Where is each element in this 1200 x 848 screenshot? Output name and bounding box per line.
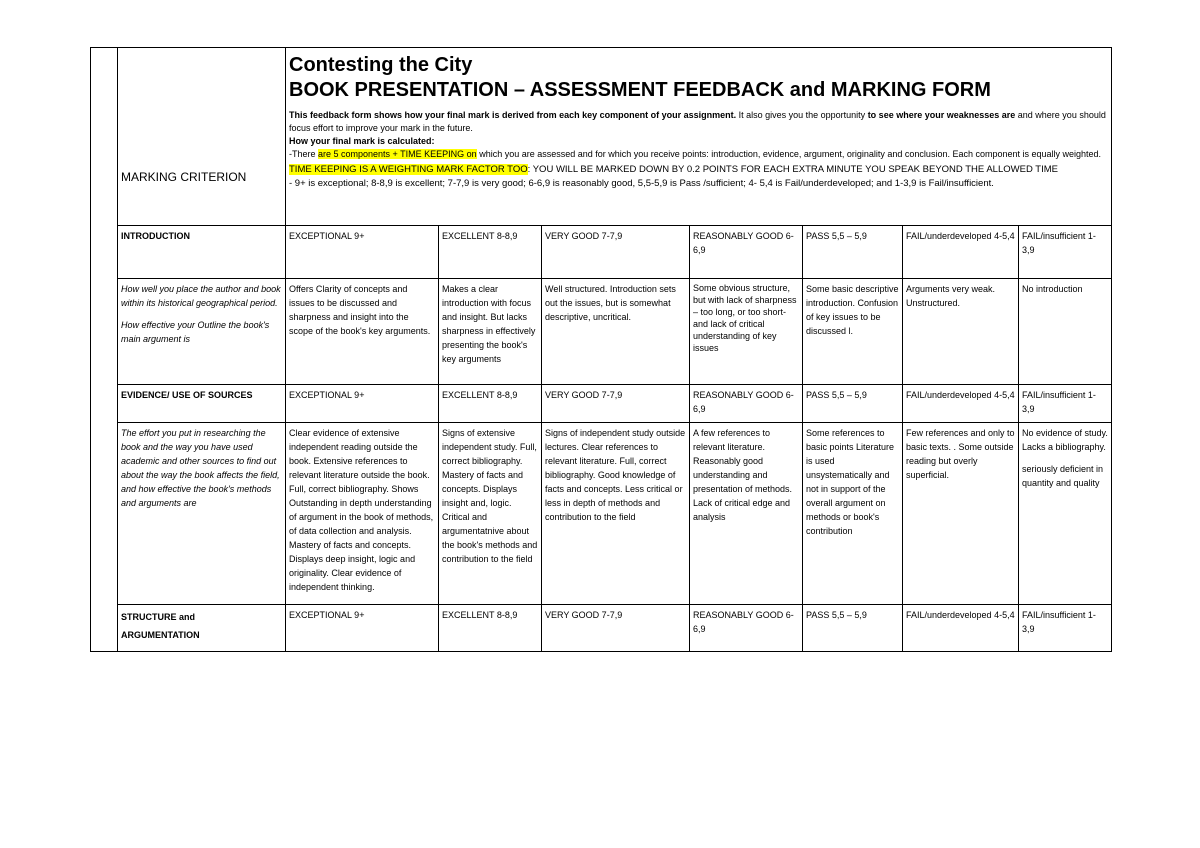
introduction-grade-row <box>91 226 1112 279</box>
evidence-descriptor-row <box>91 423 1112 605</box>
marking-criterion-cell <box>118 48 286 226</box>
grade-cell: PASS 5,5 – 5,9 <box>803 605 903 652</box>
descriptor-cell: Arguments very weak. Unstructured. <box>903 279 1019 385</box>
grade-cell: EXCEPTIONAL 9+ <box>286 605 439 652</box>
page-title: Contesting the City <box>289 54 473 76</box>
grade-cell: FAIL/insufficient 1-3,9 <box>1019 226 1112 279</box>
left-margin-column <box>91 48 118 652</box>
grade-cell: FAIL/insufficient 1-3,9 <box>1019 385 1112 423</box>
grade-cell: REASONABLY GOOD 6-6,9 <box>690 385 803 423</box>
evidence-grade-row <box>91 385 1112 423</box>
criterion-evidence: EVIDENCE/ USE OF SOURCES <box>118 385 286 423</box>
grade-cell: PASS 5,5 – 5,9 <box>803 385 903 423</box>
evidence-description: The effort you put in researching the book and the way you have used academic and other sources to find out about the way the book affects the field, and how effective the book's methods and arguments are <box>118 423 286 605</box>
descriptor-cell: Some obvious structure, but with lack of sharpness – too long, or too short- and lack of critical understanding of key issues <box>690 279 803 385</box>
introduction-descriptor-row <box>91 279 1112 385</box>
grade-cell: FAIL/underdeveloped 4-5,4 <box>903 385 1019 423</box>
criterion-structure: STRUCTURE and ARGUMENTATION <box>118 605 286 652</box>
page-subtitle: BOOK PRESENTATION – ASSESSMENT FEEDBACK and MARKING FORM <box>289 79 991 101</box>
grade-cell: EXCEPTIONAL 9+ <box>286 226 439 279</box>
descriptor-cell: Some basic descriptive introduction. Confusion of key issues to be discussed l. <box>803 279 903 385</box>
grade-cell: EXCELLENT 8-8,9 <box>439 605 542 652</box>
descriptor-cell: Signs of extensive independent study. Full, correct bibliography. Mastery of facts and concepts. Displays insight and, logic. Critical and argumentatnive about the book's methods and contribution to the field <box>439 423 542 605</box>
header-info-cell <box>286 48 1112 226</box>
descriptor-cell: Well structured. Introduction sets out the issues, but is somewhat descriptive, uncritical. <box>542 279 690 385</box>
grade-cell: REASONABLY GOOD 6-6,9 <box>690 226 803 279</box>
grade-cell: FAIL/underdeveloped 4-5,4 <box>903 605 1019 652</box>
grade-cell: VERY GOOD 7-7,9 <box>542 226 690 279</box>
calc-heading: How your final mark is calculated: <box>289 136 435 146</box>
grade-cell: FAIL/underdeveloped 4-5,4 <box>903 226 1019 279</box>
marking-form-table <box>90 47 1112 652</box>
descriptor-cell: Few references and only to basic texts. . Some outside reading but overly superficial. <box>903 423 1019 605</box>
grade-cell: FAIL/insufficient 1-3,9 <box>1019 605 1112 652</box>
descriptor-cell: Offers Clarity of concepts and issues to be discussed and sharpness and insight into the scope of the book's key arguments. <box>286 279 439 385</box>
criterion-introduction: INTRODUCTION <box>118 226 286 279</box>
marking-criterion-heading: MARKING CRITERION <box>121 170 247 184</box>
header-row <box>91 48 1112 226</box>
intro-paragraph: This feedback form shows how your final mark is derived from each key component of your assignment. It also gives you the opportunity to see where your weaknesses are and where you should focus effort to improve your mark in the future. <box>289 110 1106 133</box>
grade-cell: VERY GOOD 7-7,9 <box>542 605 690 652</box>
grade-cell: EXCELLENT 8-8,9 <box>439 385 542 423</box>
grade-cell: PASS 5,5 – 5,9 <box>803 226 903 279</box>
grade-cell: REASONABLY GOOD 6-6,9 <box>690 605 803 652</box>
descriptor-cell: A few references to relevant literature. Reasonably good understanding and presentation of methods. Lack of critical edge and analysis <box>690 423 803 605</box>
components-paragraph: -There are 5 components + TIME KEEPING on which you are assessed and for which you receive points: introduction, evidence, argument, originality and conclusion. Each component is equally weighted. <box>289 149 1102 159</box>
descriptor-cell: No evidence of study. Lacks a bibliography. seriously deficient in quantity and quality <box>1019 423 1112 605</box>
grade-cell: EXCELLENT 8-8,9 <box>439 226 542 279</box>
structure-grade-row <box>91 605 1112 652</box>
descriptor-cell: Some references to basic points Literature is used unsystematically and not in support of the overall argument on methods or book's contribution <box>803 423 903 605</box>
descriptor-cell: Signs of independent study outside lectures. Clear references to relevant literature. Full, correct bibliography. Good knowledge of facts and concepts. Less critical or less in depth of methods and contribution to the field <box>542 423 690 605</box>
descriptor-cell: Clear evidence of extensive independent reading outside the book. Extensive references to relevant literature outside the book. Full, correct bibliography. Shows Outstanding in depth understanding of argument in the book of methods, of data collection and analysis. Mastery of facts and concepts. Displays deep insight, logic and originality. Clear evidence of independent thinking. <box>286 423 439 605</box>
grade-cell: VERY GOOD 7-7,9 <box>542 385 690 423</box>
descriptor-cell: Makes a clear introduction with focus and insight. But lacks sharpness in effectively presenting the book's key arguments <box>439 279 542 385</box>
time-keeping-paragraph: TIME KEEPING IS A WEIGHTING MARK FACTOR TOO: YOU WILL BE MARKED DOWN BY 0.2 POINTS FOR EACH EXTRA MINUTE YOU SPEAK BEYOND THE ALLOWED TIME <box>289 164 1058 175</box>
grade-scale: - 9+ is exceptional; 8-8,9 is excellent; 7-7,9 is very good; 6-6,9 is reasonably good, 5,5-5,9 is Pass /sufficient; 4- 5,4 is Fail/underdeveloped; and 1-3,9 is Fail/insufficient. <box>289 178 994 189</box>
introduction-description: How well you place the author and book within its historical geographical period. How effective your Outline the book's main argument is <box>118 279 286 385</box>
descriptor-cell: No introduction <box>1019 279 1112 385</box>
grade-cell: EXCEPTIONAL 9+ <box>286 385 439 423</box>
